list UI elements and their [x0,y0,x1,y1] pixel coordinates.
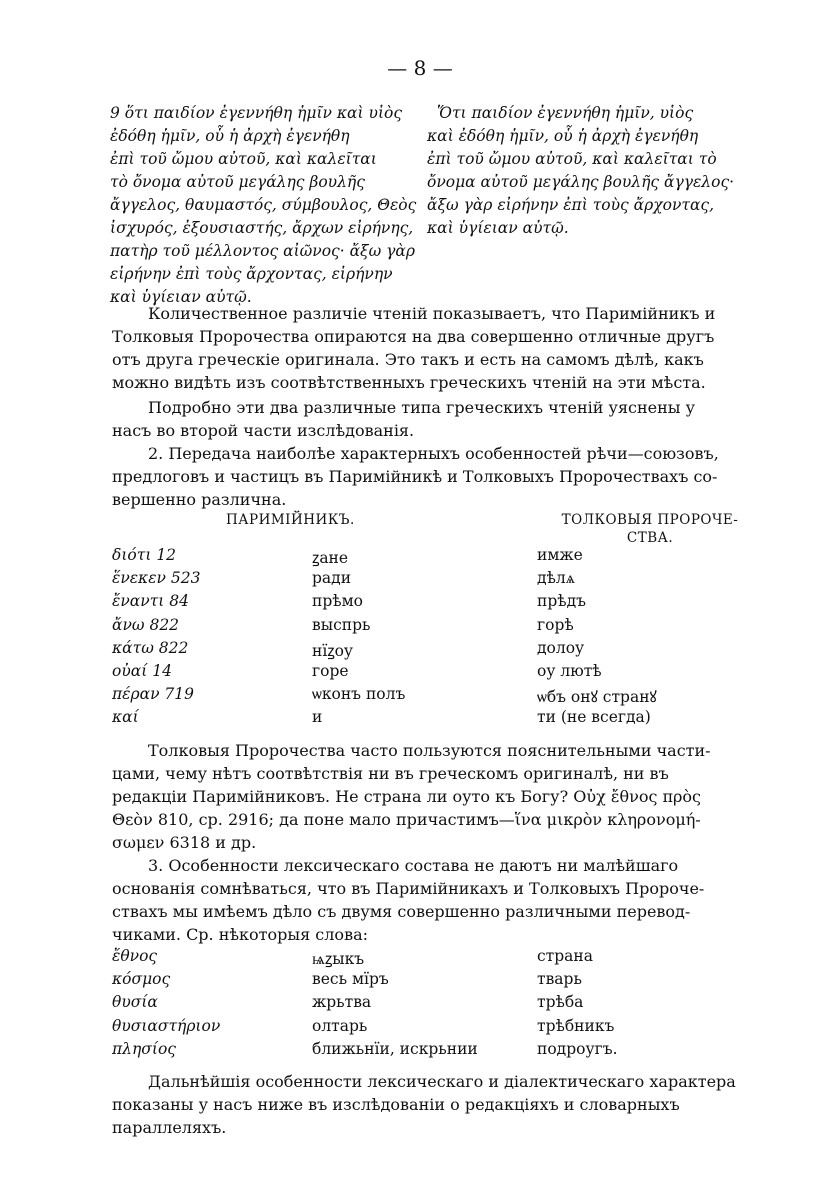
parimiynik-cell: ради [312,569,352,588]
greek-cell: οὐαί 14 [112,661,172,680]
tolkovye-cell: страна [537,947,593,965]
table-row [112,546,792,569]
table-row [112,616,792,639]
text-line: ἐπὶ τοῦ ὤμου αὐτοῦ, καὶ καλεῖται [110,150,377,168]
text-line: Толковыя Пророчества опираются на два совершенно отличные другъ [112,327,715,346]
text-line: Подробно эти два различные типа греческихъ чтеній уяснены у [148,398,696,417]
text-line: редакціи Паримійниковъ. Не страна ли оуто къ Богу? Οὐχ ἔθνος πρὸς [112,787,702,806]
table-row [112,993,792,1016]
greek-cell: ἔθνος [112,947,158,965]
paragraph-readings-difference [112,302,778,394]
header-line: ТОЛКОВЫЯ ПРОРОЧЕ- [561,512,739,528]
greek-cell: πλησίος [112,1039,176,1058]
greek-text-left-column [110,102,416,309]
greek-cell: διότι 12 [112,546,177,564]
tolkovye-cell: долоу [537,638,585,657]
header-line: СТВА. [626,530,674,546]
greek-cell: ἔναντι 84 [112,592,189,611]
greek-cell: κάτω 822 [112,638,189,657]
parimiynik-cell: весь мїръ [312,970,389,989]
parimiynik-cell: олтарь [312,1016,368,1035]
greek-cell: κόσμος [112,970,171,989]
paragraph-particles [112,396,778,511]
parimiynik-cell: ѡконъ полъ [312,685,406,704]
text-line: Дальнѣйшія особенности лексическаго и діалектическаго характера [148,1072,736,1091]
text-line: ἄγγελος, θαυμαστός, σύμβουλος, Θεὸς [110,196,417,214]
parimiynik-cell: ближьнїи, искрьнии [312,1039,478,1058]
parimiynik-cell: выспрь [312,615,371,634]
tolkovye-cell: прѣдъ [537,592,587,611]
table-row [112,947,792,970]
text-line: можно видѣть изъ соотвѣтственныхъ греческихъ чтеній на эти мѣста. [112,373,706,392]
tolkovye-cell: трѣба [537,993,584,1012]
text-line: 9 ὅτι παιδίον ἐγεννήθη ἡμῖν καὶ υἱὸς [110,104,403,122]
tolkovye-cell: ѡбъ онꙋ странꙋ [537,688,657,707]
table-row [112,1040,792,1063]
text-line: чиками. Ср. нѣкоторыя слова: [112,925,368,944]
tolkovye-cell: ти (не всегда) [537,708,651,727]
table-row [112,708,792,731]
text-line: Количественное различіе чтеній показываетъ, что Паримійникъ и [148,304,716,323]
greek-cell: θυσιαστήριον [112,1016,221,1035]
text-line: καὶ ἐδόθη ἡμῖν, οὗ ἡ ἀρχὴ ἐγενήθη [427,127,699,145]
greek-text-right-column [427,102,734,240]
tolkovye-cell: оу лютѣ [537,661,602,680]
greek-cell: θυσία [112,993,158,1012]
text-line: ствахъ мы имѣемъ дѣло съ двумя совершенно различными перевод- [112,902,691,921]
table-row [112,662,792,685]
parimiynik-cell: горе [312,661,349,680]
text-line: Θεὸν 810, ср. 2916; да поне мало причастимъ—ἵνα μικρὸν κληρονομή- [112,810,701,829]
text-line: Ὅτι παιδίον ἐγεννήθη ἡμῖν, υἱὸς [437,104,694,122]
text-line: ἄξω γὰρ εἰρήνην ἐπὶ τοὺς ἄρχοντας, [427,196,715,214]
text-line: τὸ ὄνομα αὐτοῦ μεγάλης βουλῆς [110,173,365,191]
text-line: насъ во второй части изслѣдованія. [112,421,415,440]
tolkovye-cell: подроугъ. [537,1039,618,1058]
parimiynik-cell: и [312,708,323,727]
greek-cell: ἄνω 822 [112,615,180,634]
tolkovye-cell: дѣлѧ [537,569,575,588]
greek-cell: ἕνεκεν 523 [112,569,201,588]
paragraph-explanatory-particles [112,739,778,946]
tolkovye-cell: тварь [537,970,582,989]
table-row [112,592,792,615]
text-line: отъ друга греческіе оригинала. Это такъ и есть на самомъ дѣлѣ, какъ [112,350,704,369]
parimiynik-cell: нїꙁоу [312,641,354,660]
text-line: ἰσχυρός, ἐξουσιαστής, ἄρχων εἰρήνης, [110,219,414,237]
text-line: основанія сомнѣваться, что въ Паримійникахъ и Толковыхъ Пророче- [112,879,705,898]
text-line: параллеляхъ. [112,1118,227,1137]
text-line: σωμεν 6318 и др. [112,833,257,852]
parimiynik-cell: прѣмо [312,592,363,611]
text-line: 2. Передача наиболѣе характерныхъ особенностей рѣчи—союзовъ, [148,444,719,463]
paragraph-further-features [112,1070,778,1139]
parimiynik-cell: ѩꙁыкъ [312,950,365,968]
table-header-parimiynik: ПАРИМІЙНИКЪ. [226,512,355,528]
text-line: 3. Особенности лексическаго состава не даютъ ни малѣйшаго [148,856,679,875]
text-line: καὶ ὑγίειαν αὐτῷ. [427,219,569,237]
table-row [112,970,792,993]
text-line: Толковыя Пророчества часто пользуются пояснительными части- [148,741,711,760]
tolkovye-cell: имже [537,546,583,564]
text-line: ἐδόθη ἡμῖν, οὗ ἡ ἀρχὴ ἐγενήθη [110,127,350,145]
tolkovye-cell: горѣ [537,615,574,634]
table-row [112,685,792,708]
greek-cell: καί [112,708,139,727]
table-header-tolkovye [540,511,760,547]
page-number: — 8 — [387,56,453,80]
text-line: ὄνομα αὐτοῦ μεγάλης βουλῆς ἄγγελος· [427,173,735,191]
parimiynik-cell: жрьтва [312,993,372,1012]
table-row [112,1017,792,1040]
particles-comparison-table [112,546,792,732]
parimiynik-cell: ꙁане [312,549,349,567]
greek-cell: πέραν 719 [112,685,195,704]
text-line: цами, чему нѣтъ соотвѣтствія ни въ греческомъ оригиналѣ, ни въ [112,764,669,783]
text-line: καὶ ὑγίειαν αὐτῷ. [110,288,252,306]
tolkovye-cell: трѣбникъ [537,1016,615,1035]
text-line: εἰρήνην ἐπὶ τοὺς ἄρχοντας, εἰρήνην [110,265,393,283]
text-line: показаны у насъ ниже въ изслѣдованіи о редакціяхъ и словарныхъ [112,1095,680,1114]
text-line: ἐπὶ τοῦ ὤμου αὐτοῦ, καὶ καλεῖται τὸ [427,150,717,168]
table-row [112,569,792,592]
text-line: вершенно различна. [112,490,287,509]
text-line: πατὴρ τοῦ μέλλοντος αἰῶνος· ἄξω γὰρ [110,242,416,260]
table-row [112,639,792,662]
vocabulary-comparison-table [112,947,792,1063]
text-line: предлоговъ и частицъ въ Паримійникѣ и Толковыхъ Пророчествахъ со- [112,467,718,486]
